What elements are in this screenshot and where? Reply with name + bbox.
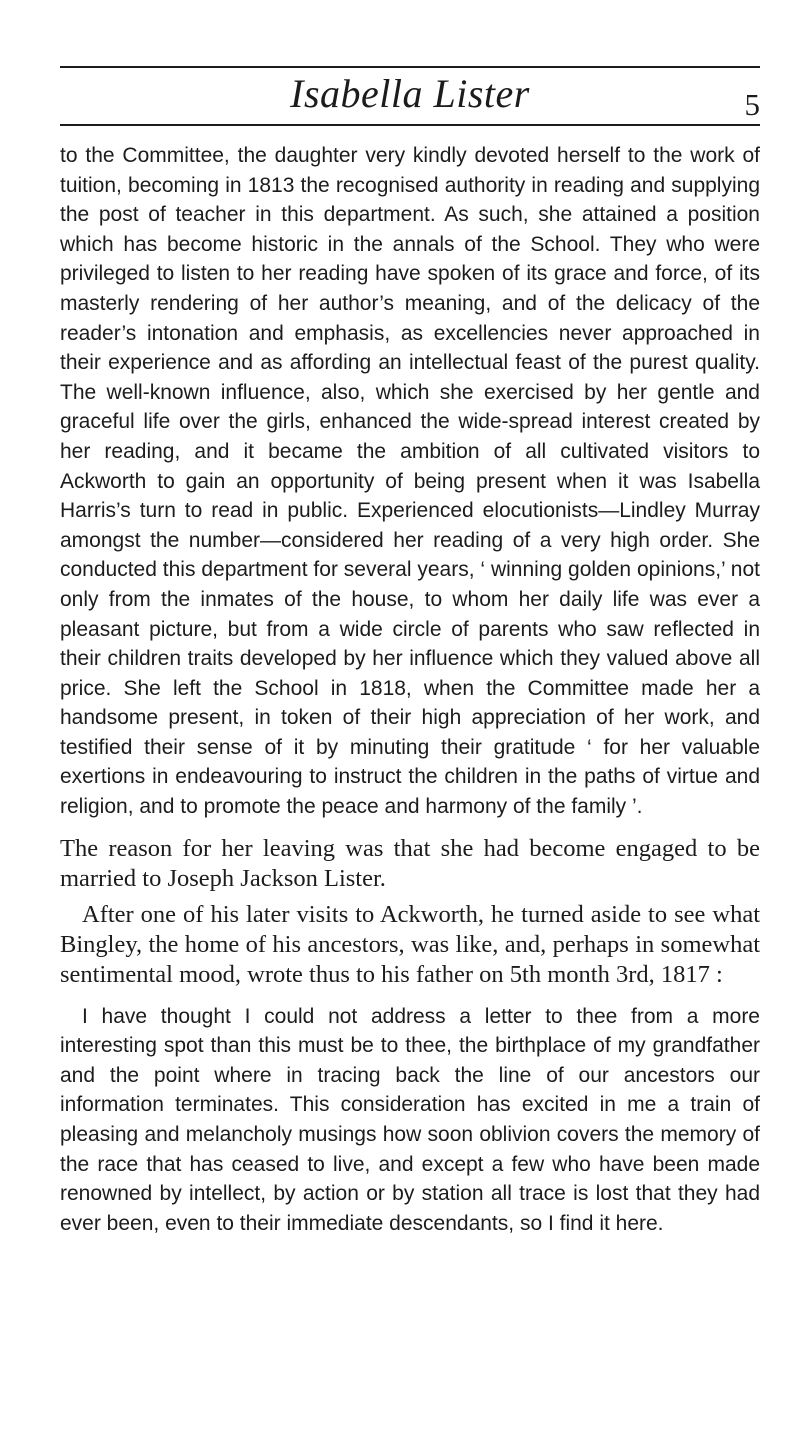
body-paragraph: to the Committee, the daughter very kindly devoted herself to the work of tuition, becoming in 1813 the recognised authority in reading and supplying the post of teacher in this department. As such, she attained a position which has become historic in the annals of the School. They who were privileged to listen to her reading have spoken of its grace and force, of its masterly rendering of her author’s meaning, and of the delicacy of the reader’s intonation and emphasis, as excellencies never approached in their experience and as affording an intellectual feast of the purest quality. The well-known influence, also, which she exercised by her gentle and graceful life over the girls, enhanced the wide-spread interest created by her reading, and it became the ambition of all cultivated visitors to Ackworth to gain an opportunity of being present when it was Isabella Harris’s turn to read in public. Experienced elocutionists—Lindley Murray amongst the number—considered her reading of a very high order. She conducted this department for several years, ‘ winning golden opinions,’ not only from the inmates of the house, to whom her daily life was ever a pleasant picture, but from a wide circle of parents who saw reflected in their children traits developed by her influence which they valued above all price. She left the School in 1818, when the Committee made her a handsome present, in token of their high appreciation of her work, and testified their sense of it by minuting their gratitude ‘ for her valuable exertions in endeavouring to instruct the children in the paths of virtue and religion, and to promote the peace and harmony of the family ’.: [60, 144, 760, 819]
letter-quotation: I have thought I could not address a letter to thee from a more interesting spot than this must be to thee, the birthplace of my grandfather and the point where in tracing back the line of our ancestors our information terminates. This consideration has excited in me a train of pleasing and melancholy musings how soon oblivion covers the memory of the race that has ceased to live, and except a few who have been made renowned by intellect, by action or by station all trace is lost that they had ever been, even to their immediate descendants, so I find it here.: [60, 1004, 760, 1235]
page-body: [60, 141, 760, 1238]
page-number: 5: [744, 87, 760, 122]
header-bottom-rule: [60, 124, 760, 126]
running-title: Isabella Lister: [290, 71, 530, 116]
body-paragraph: The reason for her leaving was that she had become engaged to be married to Joseph Jackson Lister.: [60, 834, 760, 892]
page-header: [60, 62, 760, 132]
body-paragraph: After one of his later visits to Ackworth, he turned aside to see what Bingley, the home of his ancestors, was like, and, perhaps in somewhat sentimental mood, wrote thus to his father on 5th month 3rd, 1817 :: [60, 900, 760, 988]
header-top-rule: [60, 66, 760, 68]
